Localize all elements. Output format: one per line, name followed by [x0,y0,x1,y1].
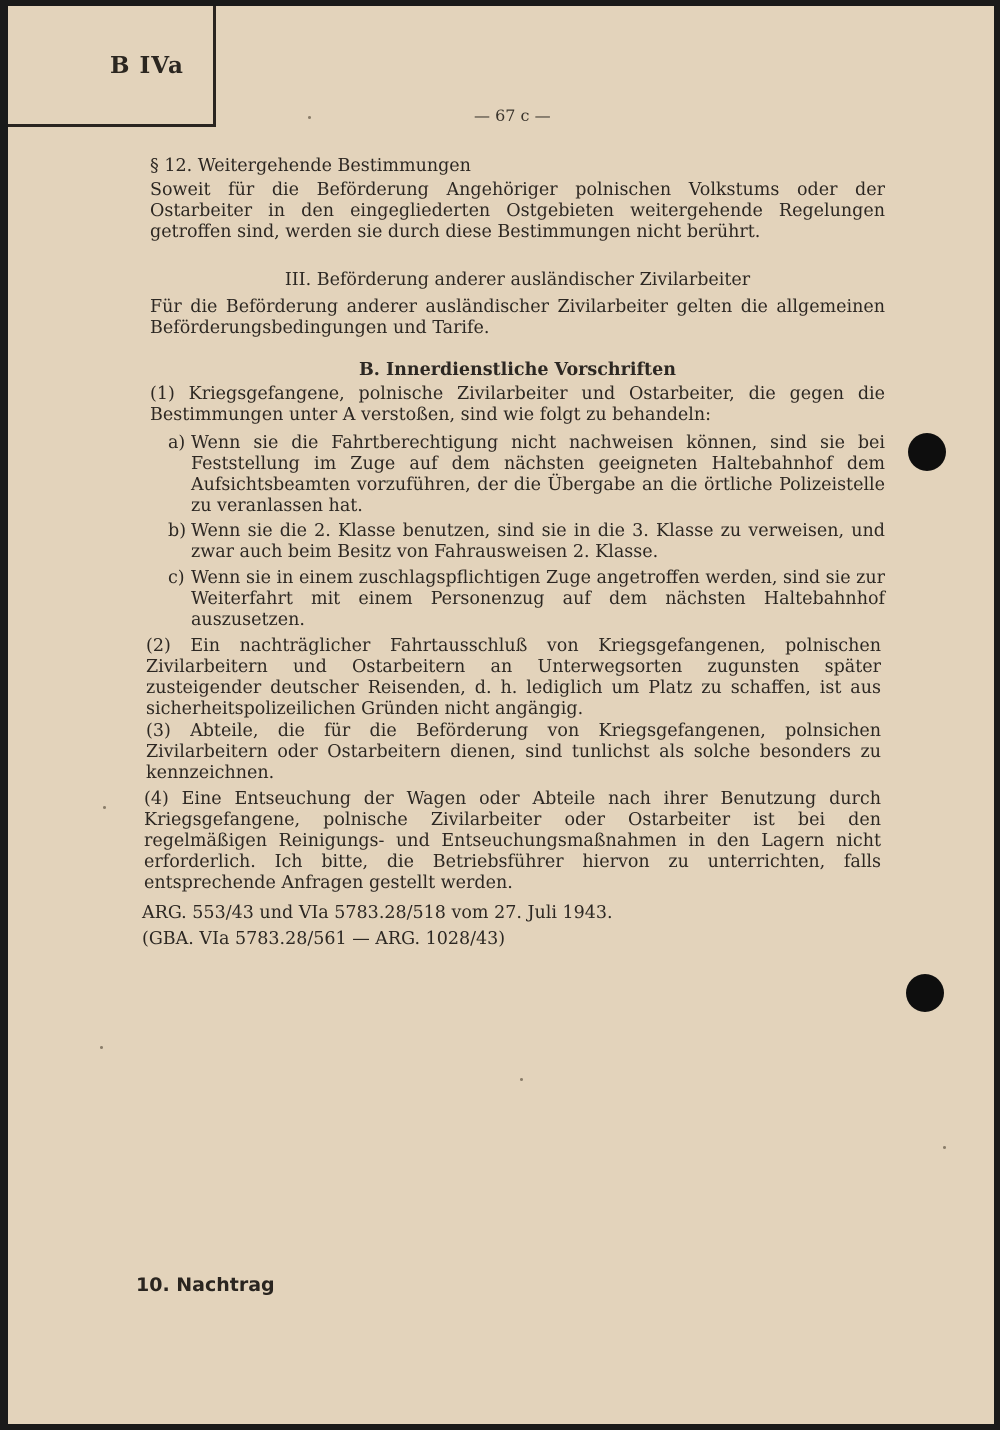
section-b-paragraph-4: (4) Eine Entseuchung der Wagen oder Abteile nach ihrer Benutzung durch Kriegsgefangene, polnische Zivilarbeiter oder Ostarbeiter ist bei den regelmäßigen Reinigungs- und Entseuchungsmaßnahmen in den Lagern nicht erforderlich. Ich bitte, die Betriebsführer hiervon zu unterrichten, falls entsprechende Anfragen gestellt werden. [144,789,881,893]
paper-speck [103,806,106,809]
punch-hole [908,433,946,471]
list-item-label: b) [168,521,187,541]
list-item-b [168,521,885,563]
document-page [8,6,994,1424]
reference-line-2: (GBA. VIa 5783.28/561 — ARG. 1028/43) [142,929,506,949]
section-b-paragraph-3: (3) Abteile, die für die Beförderung von Kriegsgefangenen, polnsichen Zivilarbeitern oder Ostarbeitern dienen, sind tunlichst als solche besonders zu kennzeichnen. [146,721,881,783]
reference-line-1: ARG. 553/43 und VIa 5783.28/518 vom 27. Juli 1943. [142,903,613,923]
paper-speck [100,1046,103,1049]
list-item-label: c) [168,568,185,588]
section-iii-title: III. Beförderung anderer ausländischer Zivilarbeiter [284,270,751,290]
section-12-body: Soweit für die Beförderung Angehöriger polnischen Volkstums oder der Ostarbeiter in den eingegliederten Ostgebieten weitergehende Regelungen getroffen sind, werden sie durch diese Bestimmungen nicht berührt. [150,180,885,242]
section-b-paragraph-1: (1) Kriegsgefangene, polnische Zivilarbeiter und Ostarbeiter, die gegen die Bestimmungen unter A verstoßen, sind wie folgt zu behandeln: [150,384,885,425]
paper-speck [308,116,311,119]
list-item-c [168,568,885,631]
section-12 [150,156,885,243]
section-code: B IVa [110,52,184,79]
punch-hole [906,974,944,1012]
section-b-title: B. Innerdienstliche Vorschriften [359,360,676,380]
section-iii [150,270,885,339]
section-iii-body: Für die Beförderung anderer ausländischer Zivilarbeiter gelten die allgemeinen Beförderungsbedingungen und Tarife. [150,297,885,338]
page-number: — 67 c — [474,106,551,125]
section-b-paragraph-2: (2) Ein nachträglicher Fahrtausschluß von Kriegsgefangenen, polnischen Zivilarbeitern und Ostarbeitern an Unterwegsorten zugunsten später zusteigender deutscher Reisenden, d. h. lediglich um Platz zu schaffen, ist aus sicherheitspolizeilichen Gründen nicht angängig. [146,636,881,719]
list-item-text: Wenn sie in einem zuschlagspflichtigen Zuge angetroffen werden, sind sie zur Weiterfahrt mit einem Personenzug auf dem nächsten Haltebahnhof auszusetzen. [191,568,886,630]
list-item-text: Wenn sie die 2. Klasse benutzen, sind sie in die 3. Klasse zu verweisen, und zwar auch beim Besitz von Fahrausweisen 2. Klasse. [191,521,885,562]
paper-speck [520,1078,523,1081]
list-item-a [168,433,885,517]
section-b [150,360,885,426]
list-item-text: Wenn sie die Fahrtberechtigung nicht nachweisen können, sind sie bei Feststellung im Zuge auf dem nächsten geeigneten Haltebahnhof dem Aufsichtsbeamten vorzuführen, der die Übergabe an die örtliche Polizeistelle zu veranlassen hat. [191,433,885,516]
supplement-label: 10. Nachtrag [136,1274,275,1296]
section-12-title: § 12. Weitergehende Bestimmungen [150,156,471,176]
paper-speck [943,1146,946,1149]
list-item-label: a) [168,433,186,453]
